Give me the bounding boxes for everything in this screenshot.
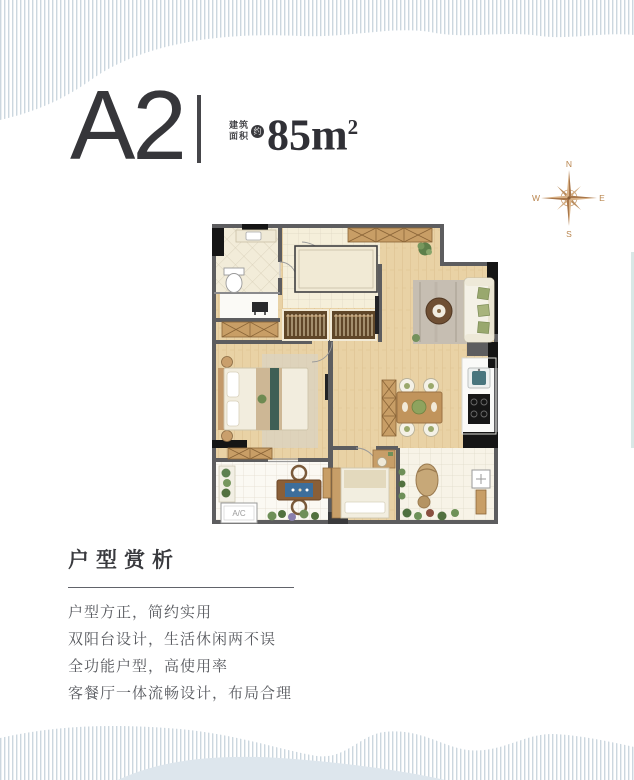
analysis-title: 户型赏析: [68, 549, 180, 572]
stove: [468, 394, 490, 424]
analysis-underline: [68, 587, 294, 588]
nightstand: [222, 357, 233, 368]
compass-s: S: [566, 229, 572, 239]
area-label: [229, 120, 249, 142]
multi-room-bed: [295, 246, 377, 292]
balcony-closet: [323, 468, 331, 498]
kitchen-sink: [468, 368, 490, 388]
sink: [246, 232, 261, 240]
approx-badge: 约: [251, 125, 264, 138]
analysis-section: [68, 548, 508, 701]
top-cabinet: [348, 228, 432, 242]
area-unit: m: [311, 110, 348, 160]
desk: [373, 450, 395, 468]
area-label-line1: 建筑: [229, 120, 250, 131]
analysis-point: 双阳台设计，生活休闲两不误: [68, 631, 277, 648]
bedroom-tv: [325, 374, 328, 400]
area-number: 85: [267, 110, 312, 160]
area-label-line2: 面积: [229, 131, 250, 142]
title-divider: [197, 95, 201, 163]
hall-cabinet: [222, 322, 278, 337]
utility-box: [472, 470, 490, 488]
toilet-icon: [226, 274, 242, 293]
bed-bench: [332, 468, 341, 518]
headboard: [218, 368, 224, 430]
unit-title: A2: [70, 70, 184, 180]
area-superscript: 2: [347, 115, 359, 139]
floor-plan: [210, 222, 500, 532]
area-value: [267, 109, 359, 160]
utility-closet: [476, 490, 486, 514]
living-tv: [375, 296, 379, 334]
compass-w: W: [531, 193, 541, 203]
ac-unit: [221, 503, 257, 523]
compass-icon: [531, 158, 607, 242]
analysis-point: 全功能户型，高使用率: [68, 658, 229, 675]
nightstand: [222, 431, 233, 442]
coffee-table: [426, 298, 452, 324]
balcony-cabinet: [228, 448, 272, 459]
ac-label: A/C: [232, 509, 246, 518]
small-plant: [412, 334, 420, 342]
dining-cabinet: [382, 380, 396, 436]
compass-e: E: [599, 193, 605, 203]
bottom-wave-decoration: [0, 718, 634, 780]
sofa: [464, 278, 494, 342]
vanity-nook-floor: [220, 293, 278, 319]
area-info: [229, 109, 359, 160]
analysis-point: 客餐厅一体流畅设计，布局合理: [68, 685, 293, 702]
analysis-point: 户型方正，简约实用: [68, 604, 213, 621]
compass-n: N: [565, 159, 573, 169]
